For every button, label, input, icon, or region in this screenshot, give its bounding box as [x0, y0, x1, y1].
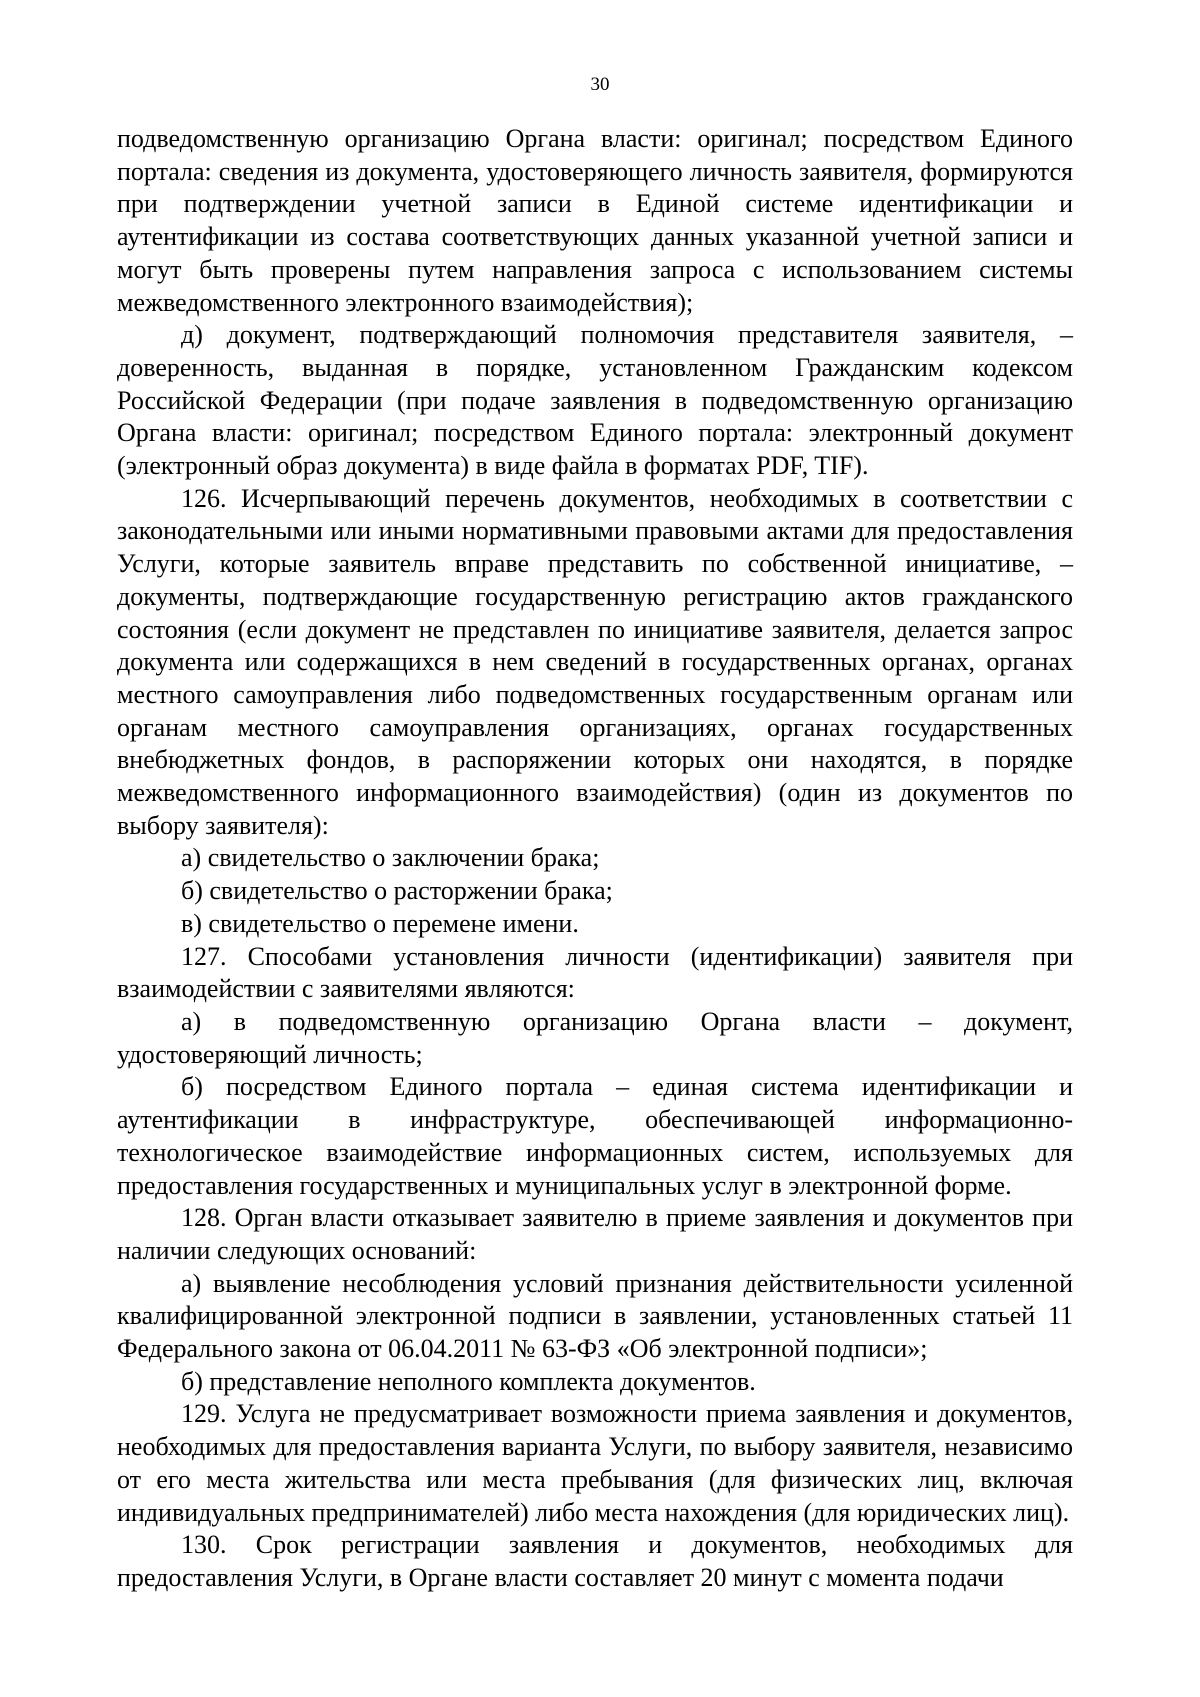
list-item: б) свидетельство о расторжении брака; [181, 876, 613, 906]
paragraph: д) документ, подтверждающий полномочия представителя заявителя, – доверенность, выданная в порядке, установленном Гражданским кодексом Российской Федерации (при подаче заявления в подведомственную организацию Органа власти: оригинал; посредством Единого портала: электронный документ (электронный образ документа) в виде файла в форматах PDF, TIF). [117, 320, 1073, 481]
list-item: б) представление неполного комплекта документов. [181, 1366, 756, 1396]
list-item: а) свидетельство о заключении брака; [181, 843, 600, 873]
paragraph-126: 126. Исчерпывающий перечень документов, необходимых в соответствии с законодательными или иными нормативными правовыми актами для предоставления Услуги, которые заявитель вправе представить по собственной инициативе, – документы, подтверждающие государственную регистрацию актов гражданского состояния (если документ не представлен по инициативе заявителя, делается запрос документа или содержащихся в нем сведений в государственных органах, органах местного самоуправления либо подведомственных государственным органам или органам местного самоуправления организациях, органах государственных внебюджетных фондов, в распоряжении которых они находятся, в порядке межведомственного информационного взаимодействия) (один из документов по выбору заявителя): [117, 483, 1073, 840]
page-number: 30 [590, 74, 610, 95]
list-item: а) выявление несоблюдения условий признания действительности усиленной квалифицированной электронной подписи в заявлении, установленных статьей 11 Федерального закона от 06.04.2011 № 63-ФЗ «Об электронной подписи»; [117, 1268, 1073, 1364]
document-body [117, 123, 1073, 1595]
list-item: в) свидетельство о перемене имени. [181, 908, 579, 938]
paragraph-129: 129. Услуга не предусматривает возможности приема заявления и документов, необходимых для предоставления варианта Услуги, по выбору заявителя, независимо от его места жительства или места пребывания (для физических лиц, включая индивидуальных предпринимателей) либо места нахождения (для юридических лиц). [117, 1399, 1073, 1527]
list-item: а) в подведомственную организацию Органа власти – документ, удостоверяющий личность; [117, 1006, 1073, 1069]
paragraph-128: 128. Орган власти отказывает заявителю в приеме заявления и документов при наличии следующих оснований: [117, 1203, 1073, 1265]
list-item: б) посредством Единого портала – единая система идентификации и аутентификации в инфраструктуре, обеспечивающей информационно-технологическое взаимодействие информационных систем, используемых для предоставления государственных и муниципальных услуг в электронной форме. [117, 1072, 1073, 1200]
paragraph-127: 127. Способами установления личности (идентификации) заявителя при взаимодействии с заявителями являются: [117, 941, 1073, 1004]
paragraph-130: 130. Срок регистрации заявления и документов, необходимых для предоставления Услуги, в Органе власти составляет 20 минут с момента подачи [117, 1530, 1073, 1592]
paragraph: подведомственную организацию Органа власти: оригинал; посредством Единого портала: сведения из документа, удостоверяющего личность заявителя, формируются при подтверждении учетной записи в Единой системе идентификации и аутентификации из состава соответствующих данных указанной учетной записи и могут быть проверены путем направления запроса с использованием системы межведомственного электронного взаимодействия); [117, 124, 1073, 317]
